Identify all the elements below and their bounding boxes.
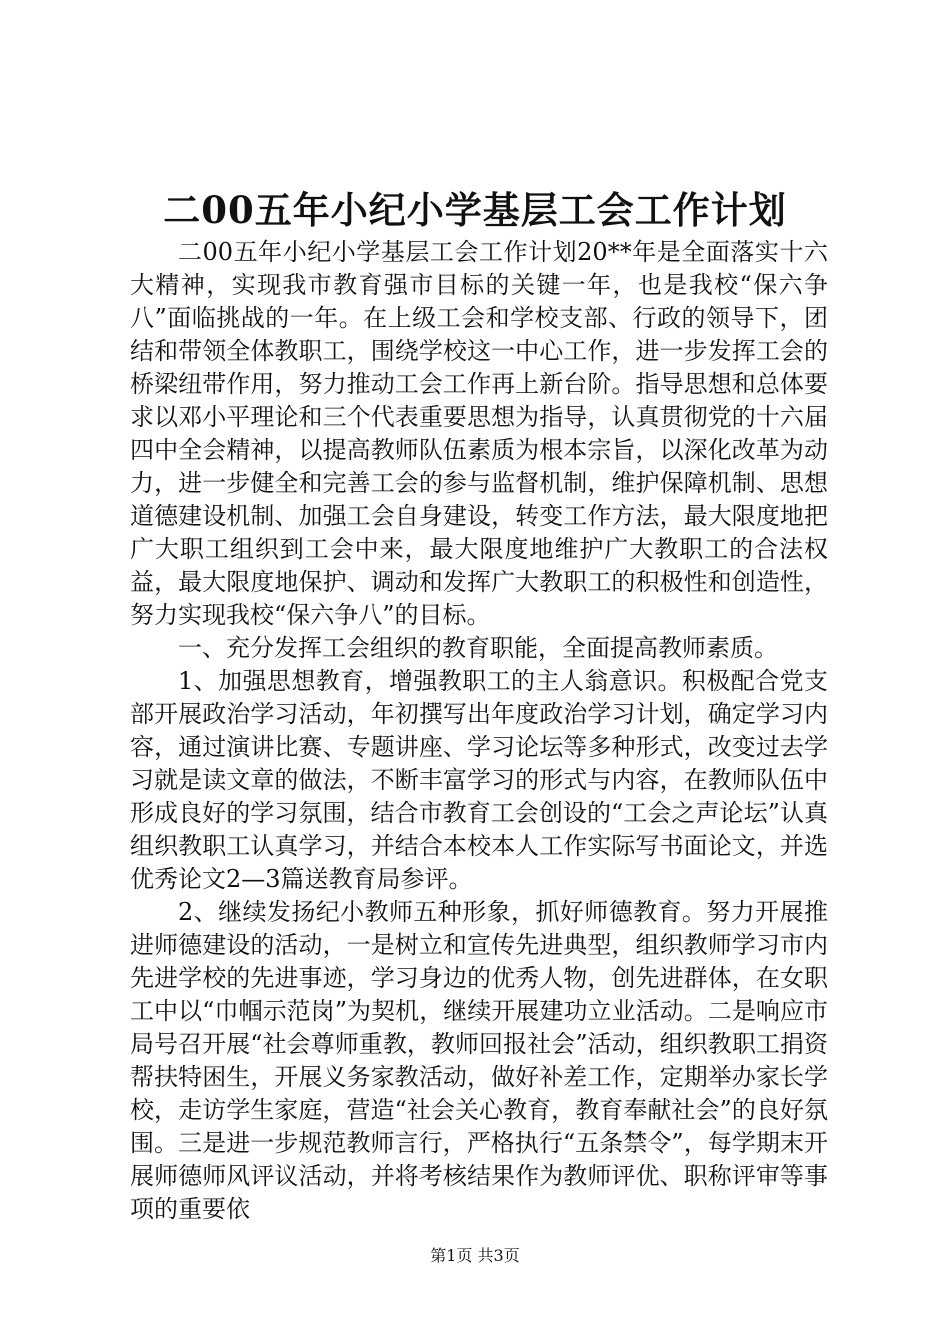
paragraph-item-2: 2、继续发扬纪小教师五种形象，抓好师德教育。努力开展推进师德建设的活动，一是树立和宣传先进典型，组织教师学习市内先进学校的先进事迹，学习身边的优秀人物，创先进群体，在女职工中以“巾帼示范岗”为契机，继续开展建功立业活动。二是响应市局号召开展“社会尊师重教，教师回报社会”活动，组织教职工捐资帮扶特困生，开展义务家教活动，做好补差工作，定期举办家长学校，走访学生家庭，营造“社会关心教育，教育奉献社会”的良好氛围。三是进一步规范教师言行，严格执行“五条禁令”，每学期末开展师德师风评议活动，并将考核结果作为教师评优、职称评审等事项的重要依 bbox=[130, 898, 828, 1223]
page-footer: 第1页 共3页 bbox=[430, 1246, 520, 1265]
document-body bbox=[130, 236, 828, 1226]
paragraph-intro: 二00五年小纪小学基层工会工作计划20**年是全面落实十六大精神，实现我市教育强市目标的关键一年，也是我校“保六争八”面临挑战的一年。在上级工会和学校支部、行政的领导下，团结和带领全体教职工，围绕学校这一中心工作，进一步发挥工会的桥梁纽带作用，努力推动工会工作再上新台阶。指导思想和总体要求以邓小平理论和三个代表重要思想为指导，认真贯彻党的十六届四中全会精神，以提高教师队伍素质为根本宗旨，以深化改革为动力，进一步健全和完善工会的参与监督机制，维护保障机制、思想道德建设机制、加强工会自身建设，转变工作方法，最大限度地把广大职工组织到工会中来，最大限度地维护广大教职工的合法权益，最大限度地保护、调动和发挥广大教职工的积极性和创造性，努力实现我校“保六争八”的目标。 bbox=[130, 238, 828, 629]
paragraph-section-1-heading: 一、充分发挥工会组织的教育职能，全面提高教师素质。 bbox=[178, 634, 778, 662]
document-title: 二00五年小纪小学基层工会工作计划 bbox=[163, 188, 787, 232]
paragraph-item-1: 1、加强思想教育，增强教职工的主人翁意识。积极配合党支部开展政治学习活动，年初撰写出年度政治学习计划，确定学习内容，通过演讲比赛、专题讲座、学习论坛等多种形式，改变过去学习就是读文章的做法，不断丰富学习的形式与内容，在教师队伍中形成良好的学习氛围，结合市教育工会创设的“工会之声论坛”认真组织教职工认真学习，并结合本校本人工作实际写书面论文，并选优秀论文2—3篇送教育局参评。 bbox=[130, 667, 828, 893]
